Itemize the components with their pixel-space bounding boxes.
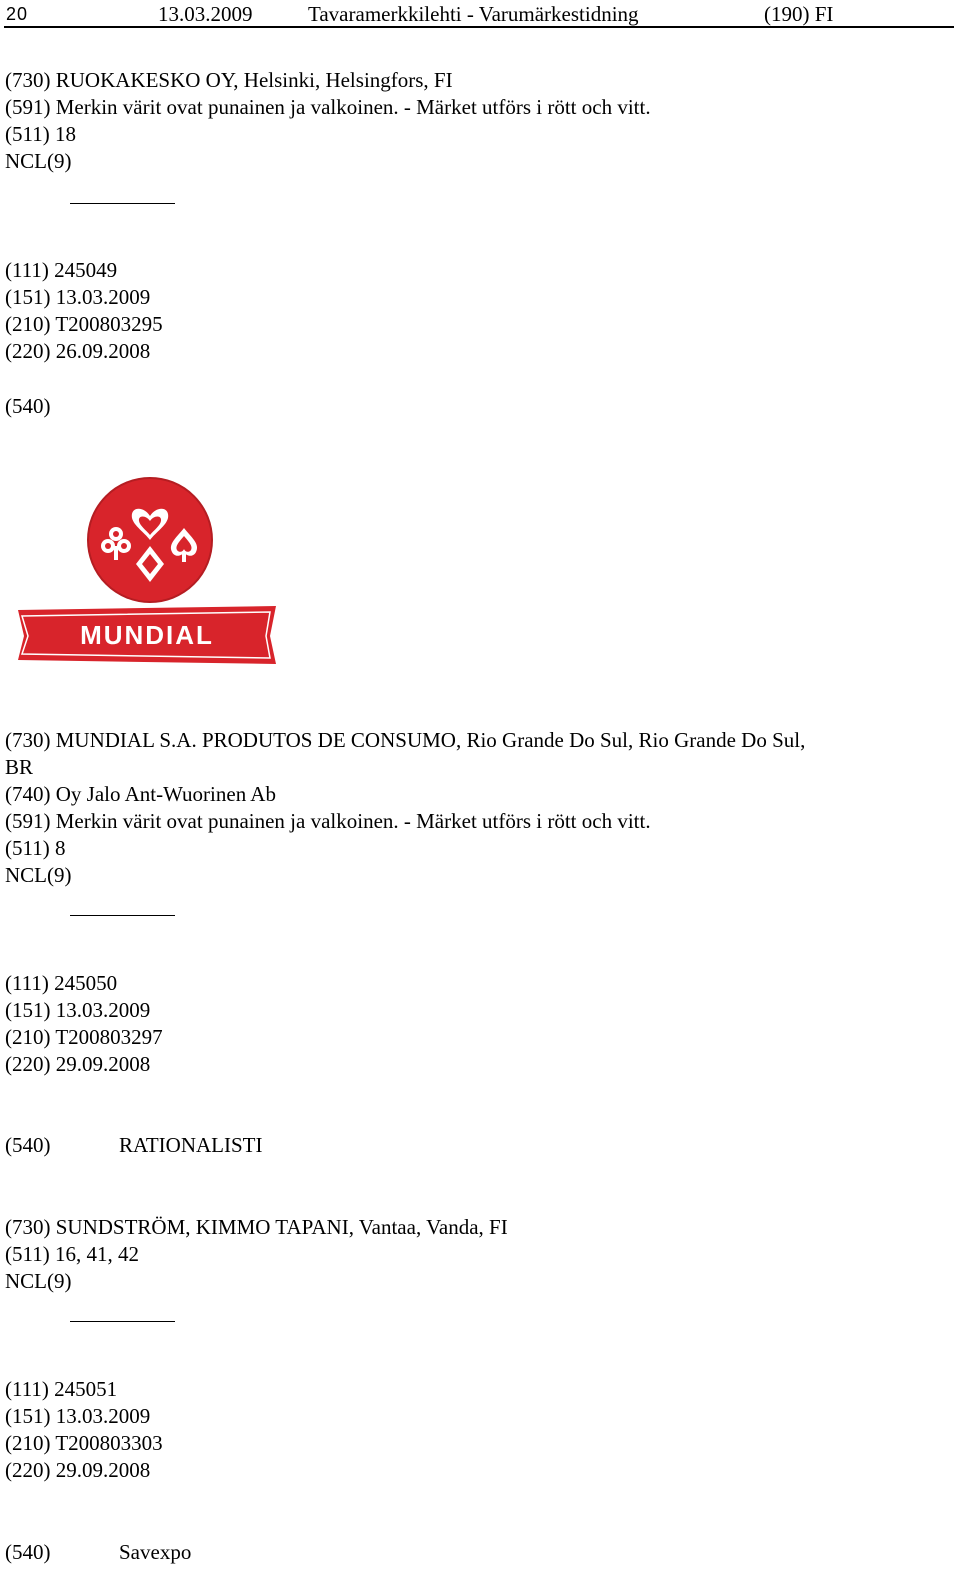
mark-label: (540)	[5, 1133, 51, 1157]
colors-line: (591) Merkin värit ovat punainen ja valkoinen. - Märket utförs i rött och vitt.	[5, 809, 651, 833]
publication-date: 13.03.2009	[158, 2, 253, 26]
mark-label: (540)	[5, 1540, 51, 1564]
header-rule	[4, 26, 954, 28]
logo-wordmark: MUNDIAL	[80, 620, 214, 650]
filing-date: (220) 26.09.2008	[5, 339, 151, 363]
application-number: (210) T200803303	[5, 1431, 163, 1455]
filing-date: (220) 29.09.2008	[5, 1458, 151, 1482]
agent-line: (740) Oy Jalo Ant-Wuorinen Ab	[5, 782, 276, 806]
owner-line: (730) MUNDIAL S.A. PRODUTOS DE CONSUMO, Rio Grande Do Sul, Rio Grande Do Sul,	[5, 728, 806, 752]
mark-label: (540)	[5, 394, 51, 418]
owner-line-continued: BR	[5, 755, 34, 779]
classes-line: (511) 18	[5, 122, 76, 146]
ncl-line: NCL(9)	[5, 149, 72, 173]
colors-line: (591) Merkin värit ovat punainen ja valkoinen. - Märket utförs i rött och vitt.	[5, 95, 651, 119]
classes-line: (511) 8	[5, 836, 66, 860]
owner-line: (730) SUNDSTRÖM, KIMMO TAPANI, Vantaa, Vanda, FI	[5, 1215, 508, 1239]
application-number: (210) T200803295	[5, 312, 163, 336]
registration-number: (111) 245050	[5, 971, 118, 995]
entry-separator	[70, 203, 175, 204]
registration-number: (111) 245051	[5, 1377, 118, 1401]
word-mark: RATIONALISTI	[119, 1133, 263, 1157]
classes-line: (511) 16, 41, 42	[5, 1242, 139, 1266]
entry-separator	[70, 1321, 175, 1322]
word-mark: Savexpo	[119, 1540, 192, 1564]
registration-date: (151) 13.03.2009	[5, 998, 151, 1022]
mundial-logo	[4, 454, 296, 694]
logo-banner	[18, 606, 276, 664]
country-code: (190) FI	[764, 2, 834, 26]
registration-number: (111) 245049	[5, 258, 118, 282]
entry-separator	[70, 915, 175, 916]
owner-line: (730) RUOKAKESKO OY, Helsinki, Helsingfors, FI	[5, 68, 453, 92]
ncl-line: NCL(9)	[5, 863, 72, 887]
page-number: 20	[6, 4, 29, 24]
registration-date: (151) 13.03.2009	[5, 1404, 151, 1428]
filing-date: (220) 29.09.2008	[5, 1052, 151, 1076]
ncl-line: NCL(9)	[5, 1269, 72, 1293]
publication-title: Tavaramerkkilehti - Varumärkestidning	[308, 2, 639, 26]
application-number: (210) T200803297	[5, 1025, 163, 1049]
registration-date: (151) 13.03.2009	[5, 285, 151, 309]
